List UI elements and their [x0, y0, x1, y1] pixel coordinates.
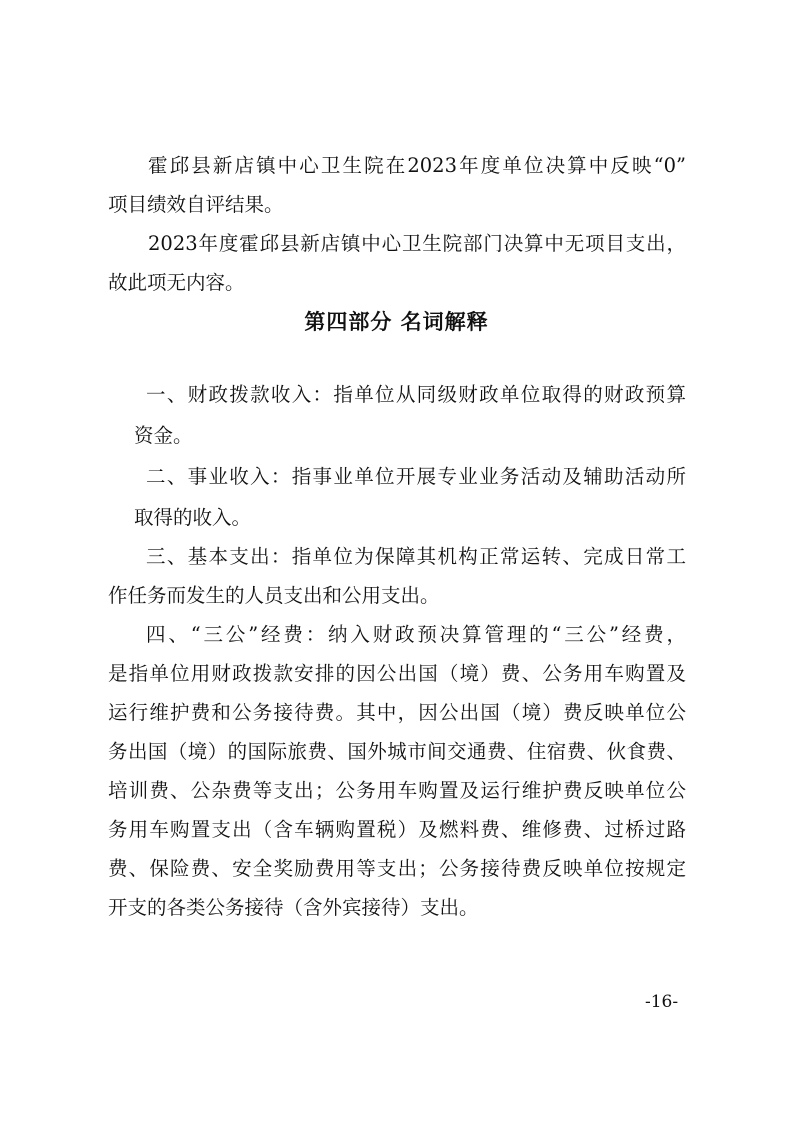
definition-line: 费、保险费、安全奖励费用等支出；公务接待费反映单位按规定: [108, 857, 686, 880]
definition-line: 务用车购置支出（含车辆购置税）及燃料费、维修费、过桥过路: [108, 818, 686, 841]
definition-line: 培训费、公杂费等支出；公务用车购置及运行维护费反映单位公: [108, 779, 686, 802]
definition-line: 是指单位用财政拨款安排的因公出国（境）费、公务用车购置及: [108, 662, 686, 685]
page-number: -16-: [645, 992, 679, 1012]
definition-line: 二、事业收入：指事业单位开展专业业务活动及辅助活动所: [146, 465, 686, 488]
definition-line: 资金。: [134, 424, 193, 447]
definition-line: 务出国（境）的国际旅费、国外城市间交通费、住宿费、伙食费、: [108, 740, 686, 763]
section-title: 第四部分 名词解释: [304, 310, 489, 334]
definition-line: 运行维护费和公务接待费。其中，因公出国（境）费反映单位公: [108, 701, 686, 724]
paragraph-line: 故此项无内容。: [108, 271, 245, 294]
paragraph-line: 霍邱县新店镇中心卫生院在2023年度单位决算中反映“0”: [148, 154, 686, 177]
definition-line: 一、财政拨款收入：指单位从同级财政单位取得的财政预算: [146, 383, 686, 406]
definition-line: 取得的收入。: [134, 506, 252, 529]
definition-line: 作任务而发生的人员支出和公用支出。: [108, 584, 440, 607]
paragraph-line: 2023年度霍邱县新店镇中心卫生院部门决算中无项目支出，: [148, 232, 686, 255]
definition-line: 开支的各类公务接待（含外宾接待）支出。: [108, 896, 479, 919]
paragraph-line: 项目绩效自评结果。: [108, 193, 284, 216]
definition-line: 三、基本支出：指单位为保障其机构正常运转、完成日常工: [146, 545, 686, 568]
definition-line: 四、“三公”经费：纳入财政预决算管理的“三公”经费，: [146, 623, 686, 646]
